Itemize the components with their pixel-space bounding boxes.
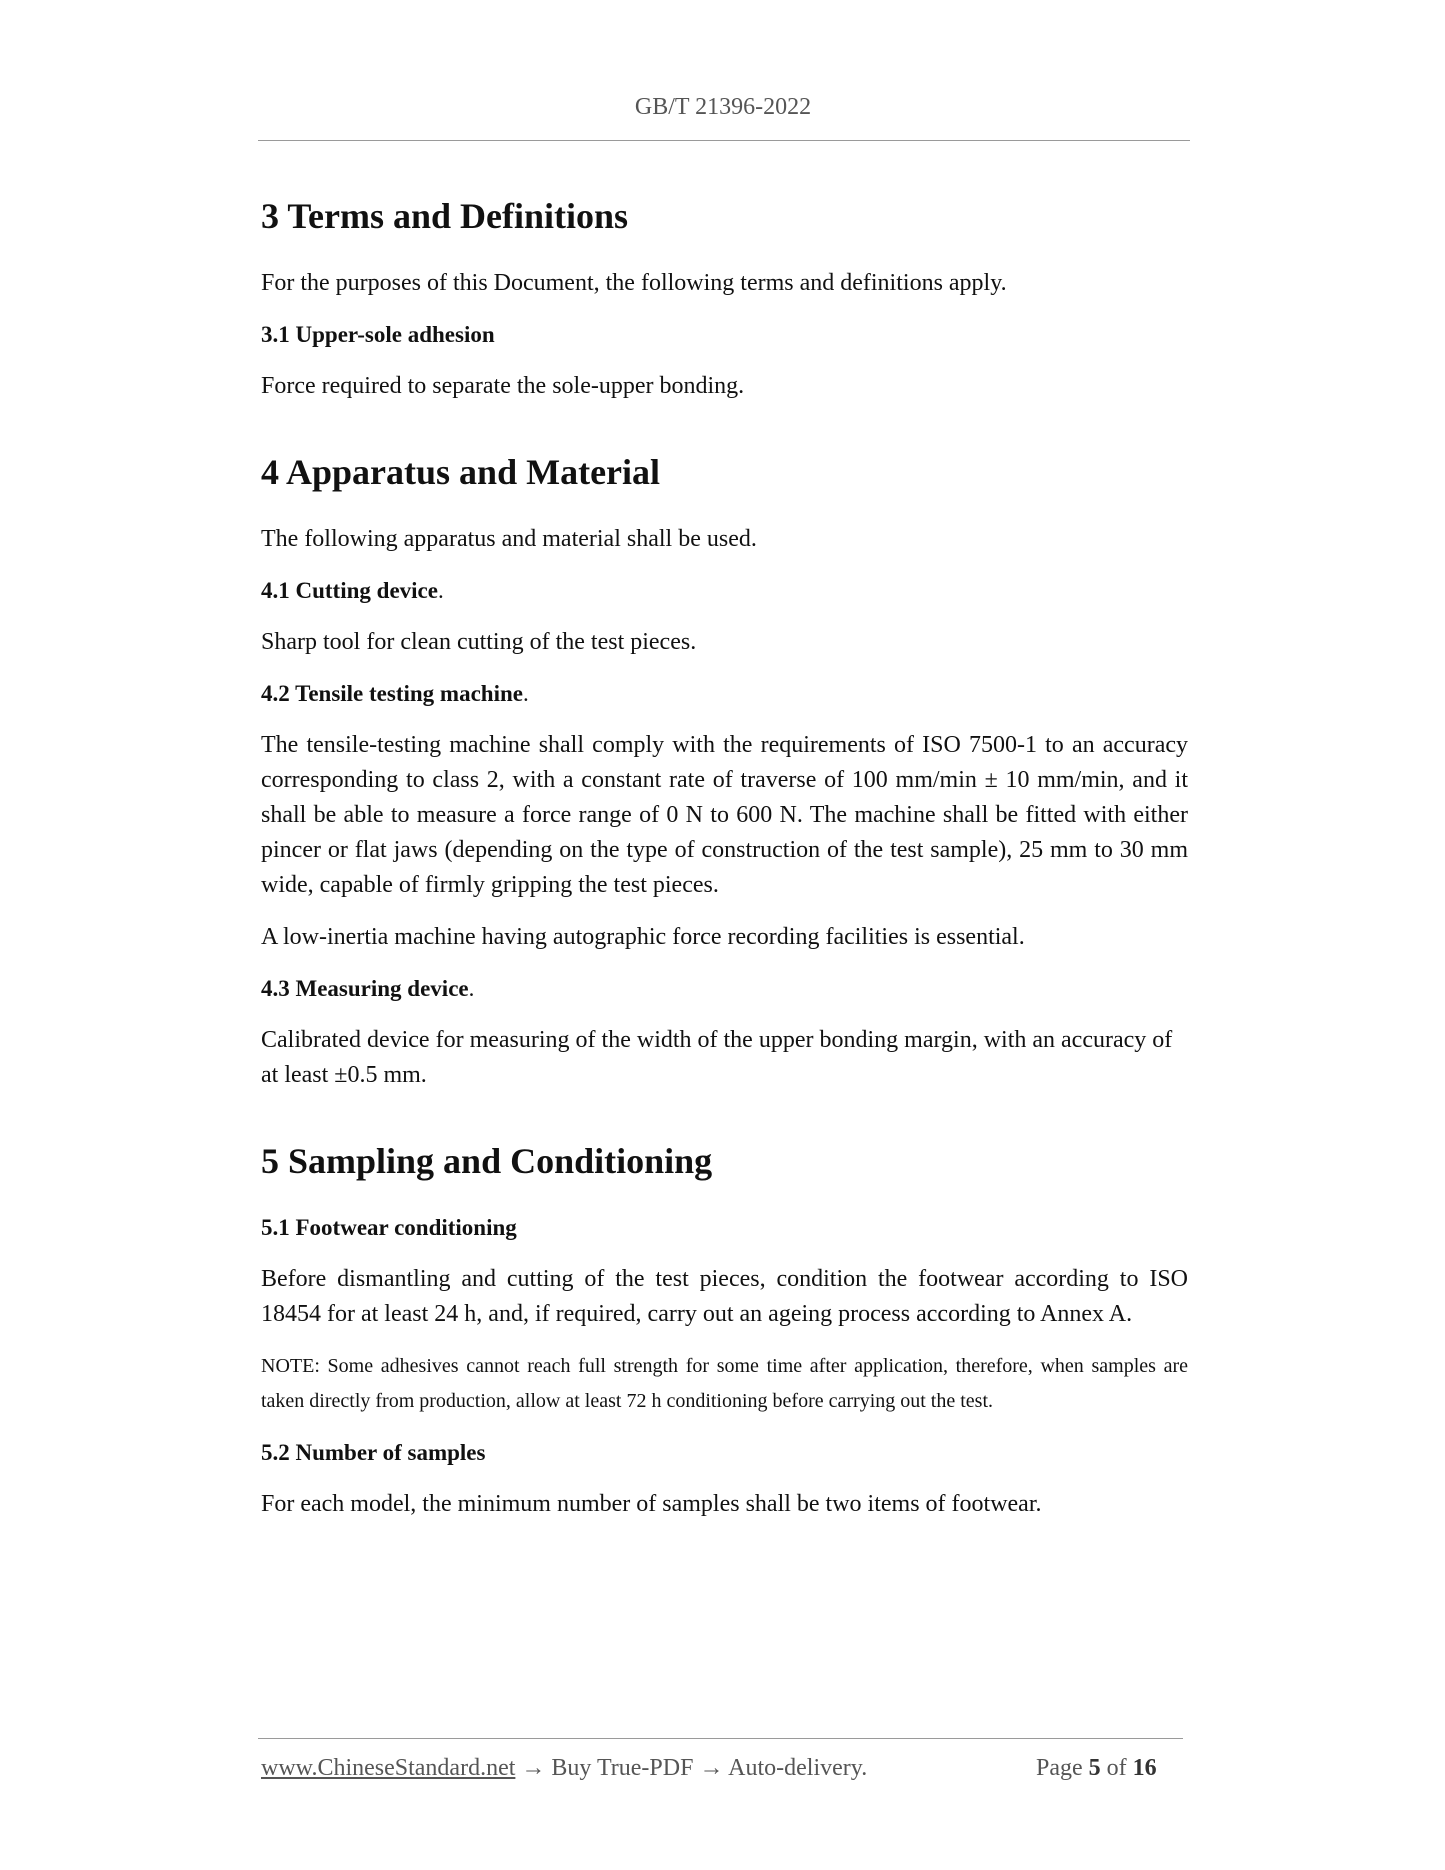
footer-promo bbox=[261, 1755, 867, 1782]
footer-divider bbox=[258, 1738, 1183, 1739]
clause-4-3-title: 4.3 Measuring device bbox=[261, 976, 469, 1001]
section-3-title: 3 Terms and Definitions bbox=[261, 196, 629, 236]
auto-delivery-text: Auto-delivery. bbox=[728, 1755, 868, 1781]
buy-true-pdf-text: Buy True-PDF bbox=[551, 1755, 694, 1781]
clause-4-1-text: Sharp tool for clean cutting of the test pieces. bbox=[261, 629, 697, 655]
clause-4-2-title: 4.2 Tensile testing machine bbox=[261, 681, 523, 706]
clause-3-1-text: Force required to separate the sole-upper bonding. bbox=[261, 373, 745, 399]
clause-4-3-period: . bbox=[468, 976, 475, 1001]
page-label: Page bbox=[1036, 1755, 1083, 1781]
clause-4-2-period: . bbox=[522, 681, 529, 706]
clause-5-1-note: NOTE: Some adhesives cannot reach full strength for some time after application, therefore, when samples are taken directly from production, allow at least 72 h conditioning before carrying out the test. bbox=[261, 1355, 1188, 1412]
clause-4-2-text-2: A low-inertia machine having autographic force recording facilities is essential. bbox=[261, 924, 1025, 950]
section-5-title: 5 Sampling and Conditioning bbox=[261, 1141, 713, 1181]
clause-5-1-text: Before dismantling and cutting of the test pieces, condition the footwear according to ISO 18454 for at least 24 h, and, if required, carry out an ageing process according to Annex A. bbox=[261, 1266, 1188, 1327]
section-3-intro: For the purposes of this Document, the following terms and definitions apply. bbox=[261, 270, 1007, 296]
total-pages: 16 bbox=[1132, 1755, 1157, 1781]
of-label: of bbox=[1106, 1755, 1127, 1781]
section-4-title: 4 Apparatus and Material bbox=[261, 452, 661, 492]
document-header-code: GB/T 21396-2022 bbox=[634, 94, 812, 120]
clause-4-1-period: . bbox=[437, 578, 444, 603]
document-body bbox=[261, 192, 1188, 1522]
clause-3-1-title: 3.1 Upper-sole adhesion bbox=[261, 322, 495, 347]
clause-4-1-title: 4.1 Cutting device bbox=[261, 578, 438, 603]
arrow-right-icon: → bbox=[521, 1755, 546, 1781]
header-divider bbox=[258, 140, 1190, 141]
clause-4-3-heading bbox=[261, 972, 1188, 1006]
section-4-intro: The following apparatus and material shall be used. bbox=[261, 526, 757, 552]
site-link[interactable]: www.ChineseStandard.net bbox=[261, 1755, 516, 1781]
clause-4-2-text-1: The tensile-testing machine shall comply with the requirements of ISO 7500-1 to an accuracy corresponding to class 2, with a constant rate of traverse of 100 mm/min ± 10 mm/min, and it shall be able to measure a force range of 0 N to 600 N. The machine shall be fitted with either pincer or flat jaws (depending on the type of construction of the test sample), 25 mm to 30 mm wide, capable of firmly gripping the test pieces. bbox=[261, 732, 1188, 898]
page-number: 5 bbox=[1088, 1755, 1101, 1781]
clause-5-2-title: 5.2 Number of samples bbox=[261, 1440, 486, 1465]
clause-5-2-text: For each model, the minimum number of samples shall be two items of footwear. bbox=[261, 1491, 1042, 1517]
page-indicator bbox=[1036, 1755, 1157, 1782]
clause-4-1-heading bbox=[261, 574, 1188, 608]
arrow-right-icon: → bbox=[699, 1755, 724, 1781]
clause-5-1-title: 5.1 Footwear conditioning bbox=[261, 1215, 517, 1240]
clause-4-2-heading bbox=[261, 677, 1188, 711]
clause-4-3-text: Calibrated device for measuring of the width of the upper bonding margin, with an accuracy of at least ±0.5 mm. bbox=[261, 1027, 1173, 1088]
